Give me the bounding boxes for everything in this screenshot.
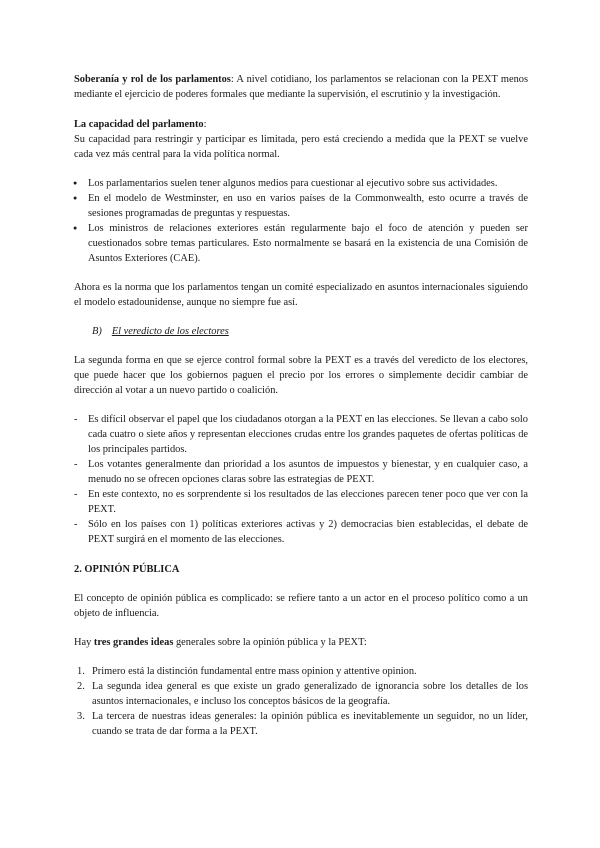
heading-capacity-colon: : xyxy=(203,119,207,130)
item-text: La segunda idea general es que existe un grado generalizado de ignorancia sobre los detalles de los asuntos internacionales, e incluso los conceptos básicos de la geografía. xyxy=(92,681,528,707)
numbered-item xyxy=(74,664,528,679)
item-number: 2. xyxy=(77,681,85,692)
paragraph-norm: Ahora es la norma que los parlamentos tengan un comité especializado en asuntos internacionales siguiendo el modelo estadounidense, aunque no siempre fue así. xyxy=(74,282,528,308)
heading-capacity: La capacidad del parlamento xyxy=(74,119,204,130)
subsection-letter: B) xyxy=(92,326,102,337)
heading-sovereignty: Soberanía y rol de los parlamentos xyxy=(74,74,231,85)
item-number: 3. xyxy=(77,711,85,722)
dash-item: - Es difícil observar el papel que los ciudadanos otorgan a la PEXT en las elecciones. Se llevan a cabo solo cada cuatro o siete años y representan elecciones crudas entre los grandes paquetes de ofertas políticas de los principales partidos. xyxy=(74,412,528,457)
numbered-item xyxy=(74,679,528,709)
paragraph-verdict: La segunda forma en que se ejerce control formal sobre la PEXT es a través del veredicto de los electores, que puede hacer que los gobiernos paguen el precio por los errores o simplemente decidir cambiar de dirección al votar a un nuevo partido o coalición. xyxy=(74,355,528,396)
dash-list xyxy=(74,412,528,547)
ideas-intro-bold: tres grandes ideas xyxy=(93,637,174,648)
ideas-intro-post: generales sobre la opinión pública y la PEXT: xyxy=(173,637,367,648)
bullet-item: ● Los parlamentarios suelen tener algunos medios para cuestionar al ejecutivo sobre sus actividades. xyxy=(74,176,528,191)
section-title: 2. OPINIÓN PÚBLICA xyxy=(74,564,180,575)
bullet-list xyxy=(74,176,528,266)
numbered-item xyxy=(74,709,528,739)
paragraph-sovereignty xyxy=(74,72,528,102)
dash-item: - Los votantes generalmente dan prioridad a los asuntos de impuestos y bienestar, y en cualquier caso, a menudo no se ofrecen opciones claras sobre las estrategias de PEXT. xyxy=(74,457,528,487)
paragraph-ideas-intro xyxy=(74,635,528,650)
subsection-title: El veredicto de los electores xyxy=(111,326,229,337)
heading-capacity-line xyxy=(74,117,528,132)
numbered-list xyxy=(74,664,528,739)
document-page xyxy=(74,72,528,739)
bullet-item: ● En el modelo de Westminster, en uso en varios países de la Commonwealth, esto ocurre a través de sesiones programadas de preguntas y respuestas. xyxy=(74,191,528,221)
item-text: La tercera de nuestras ideas generales: la opinión pública es inevitablemente un seguidor, no un líder, cuando se trata de dar forma a la PEXT. xyxy=(92,711,528,737)
dash-item: - Sólo en los países con 1) políticas exteriores activas y 2) democracias bien establecidas, el debate de PEXT surgirá en el momento de las elecciones. xyxy=(74,517,528,547)
paragraph-concept: El concepto de opinión pública es complicado: se refiere tanto a un actor en el proceso político como a un objeto de influencia. xyxy=(74,593,528,619)
bullet-item: ● Los ministros de relaciones exteriores están regularmente bajo el foco de atención y pueden ser cuestionados sobre temas particulares. Esto normalmente se basará en la existencia de una Comisión de Asuntos Exteriores (CAE). xyxy=(74,221,528,266)
subsection-heading xyxy=(74,324,528,339)
ideas-intro-pre: Hay xyxy=(74,637,94,648)
dash-item: - En este contexto, no es sorprendente si los resultados de las elecciones parecen tener poco que ver con la PEXT. xyxy=(74,487,528,517)
item-text: Primero está la distinción fundamental entre mass opinion y attentive opinion. xyxy=(92,666,417,677)
paragraph-capacity: Su capacidad para restringir y participar es limitada, pero está creciendo a medida que la PEXT se vuelve cada vez más central para la vida política normal. xyxy=(74,134,528,160)
item-number: 1. xyxy=(77,666,85,677)
text-sovereignty: : A nivel cotidiano, los parlamentos se relacionan con la PEXT menos mediante el ejercicio de poderes formales que mediante la supervisión, el escrutinio y la investigación. xyxy=(74,74,529,100)
